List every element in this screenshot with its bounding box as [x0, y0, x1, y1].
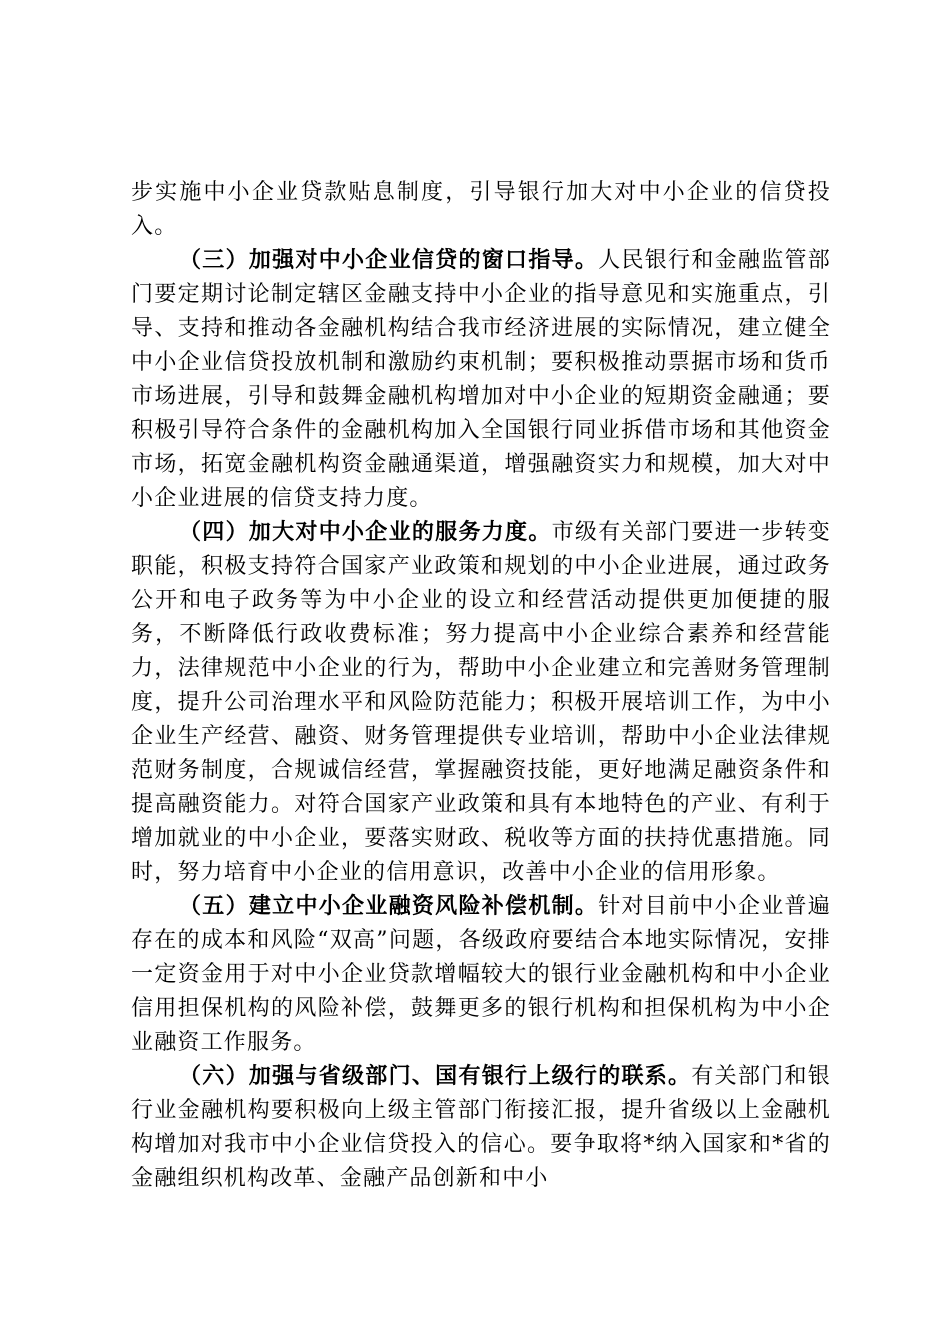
paragraph-text: 人民银行和金融监管部门要定期讨论制定辖区金融支持中小企业的指导意见和实施重点，引导、支持和推动各金融机构结合我市经济进展的实际情况，建立健全中小企业信贷投放机制和激励约束机制；要积极推动票据市场和货币市场进展，引导和鼓舞金融机构增加对中小企业的短期资金融通；要积极引导符合条件的金融机构加入全国银行同业拆借市场和其他资金市场，拓宽金融机构资金融通渠道，增强融资实力和规模，加大对中小企业进展的信贷支持力度。: [131, 248, 831, 511]
paragraph-section-5: [131, 890, 831, 1060]
paragraph-section-3: [131, 244, 831, 516]
section-heading: （五）建立中小企业融资风险补偿机制。: [179, 894, 599, 919]
section-heading: （四）加大对中小企业的服务力度。: [179, 520, 552, 545]
paragraph-section-4: [131, 516, 831, 890]
paragraph-text: 步实施中小企业贷款贴息制度，引导银行加大对中小企业的信贷投入。: [131, 180, 831, 239]
paragraph-continued: [131, 176, 831, 244]
section-heading: （六）加强与省级部门、国有银行上级行的联系。: [179, 1064, 692, 1089]
section-heading: （三）加强对中小企业信贷的窗口指导。: [179, 248, 599, 273]
paragraph-text: 市级有关部门要进一步转变职能，积极支持符合国家产业政策和规划的中小企业进展，通过政务公开和电子政务等为中小企业的设立和经营活动提供更加便捷的服务，不断降低行政收费标准；努力提高中小企业综合素养和经营能力，法律规范中小企业的行为，帮助中小企业建立和完善财务管理制度，提升公司治理水平和风险防范能力；积极开展培训工作，为中小企业生产经营、融资、财务管理提供专业培训，帮助中小企业法律规范财务制度，合规诚信经营，掌握融资技能，更好地满足融资条件和提高融资能力。对符合国家产业政策和具有本地特色的产业、有利于增加就业的中小企业，要落实财政、税收等方面的扶持优惠措施。同时，努力培育中小企业的信用意识，改善中小企业的信用形象。: [131, 520, 831, 885]
paragraph-text: 有关部门和银行业金融机构要积极向上级主管部门衔接汇报，提升省级以上金融机构增加对我市中小企业信贷投入的信心。要争取将*纳入国家和*省的金融组织机构改革、金融产品创新和中小: [131, 1064, 832, 1191]
document-page: [131, 176, 831, 1196]
paragraph-section-6: [131, 1060, 831, 1196]
paragraph-text: 针对目前中小企业普遍存在的成本和风险“双高”问题，各级政府要结合本地实际情况，安排一定资金用于对中小企业贷款增幅较大的银行业金融机构和中小企业信用担保机构的风险补偿，鼓舞更多的银行机构和担保机构为中小企业融资工作服务。: [131, 894, 831, 1055]
